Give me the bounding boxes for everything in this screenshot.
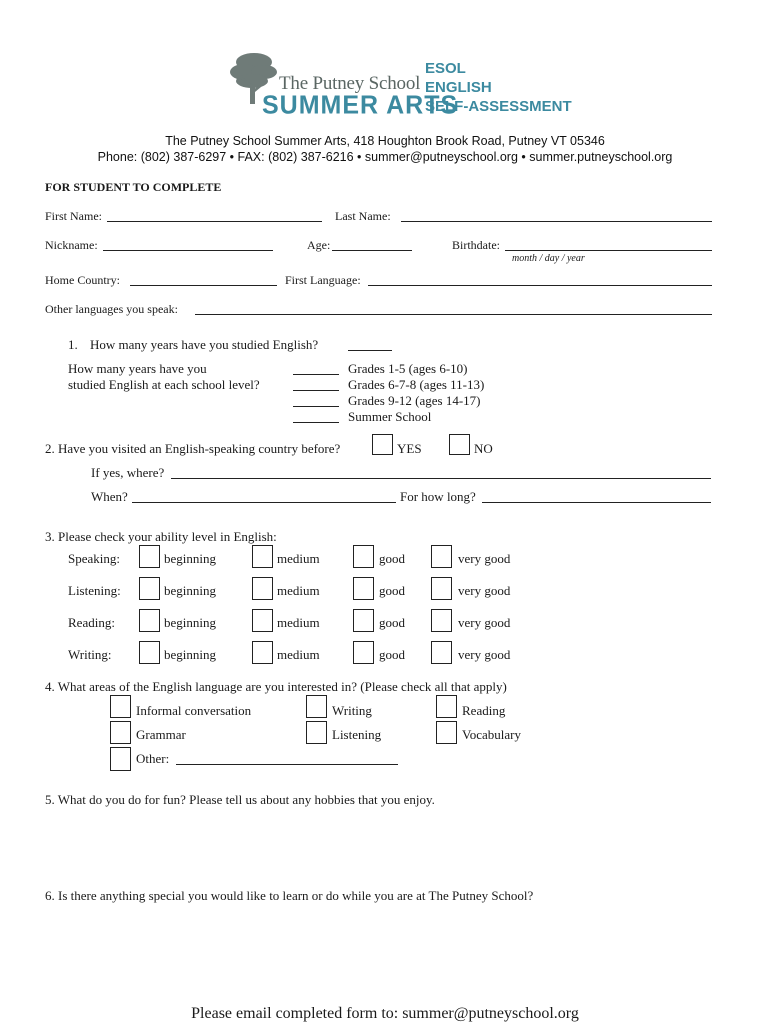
no-checkbox[interactable]: [449, 434, 470, 455]
birthdate-hint: month / day / year: [512, 253, 585, 264]
q1-level-field[interactable]: [293, 422, 339, 423]
other-languages-field[interactable]: [195, 314, 712, 315]
ability-checkbox[interactable]: [252, 641, 273, 664]
interest-checkbox[interactable]: [110, 721, 131, 744]
age-label: Age:: [307, 238, 331, 252]
interest-label: Reading: [462, 703, 506, 718]
interest-other-checkbox[interactable]: [110, 747, 131, 771]
ability-label: beginning: [164, 583, 216, 598]
ability-checkbox[interactable]: [139, 609, 160, 632]
ability-checkbox[interactable]: [353, 641, 374, 664]
home-country-label: Home Country:: [45, 273, 120, 287]
yes-label: YES: [397, 441, 422, 456]
q1-level-field[interactable]: [293, 390, 339, 391]
ability-label: very good: [458, 615, 511, 630]
school-name: The Putney School: [279, 73, 421, 94]
last-name-label: Last Name:: [335, 209, 391, 223]
skill-label: Reading:: [68, 615, 115, 630]
q2-question: 2. Have you visited an English-speaking country before?: [45, 441, 341, 456]
yes-checkbox[interactable]: [372, 434, 393, 455]
ability-label: medium: [277, 615, 320, 630]
when-label: When?: [91, 489, 128, 504]
interest-checkbox[interactable]: [436, 721, 457, 744]
q1-level-label: Grades 6-7-8 (ages 11-13): [348, 377, 485, 392]
ability-checkbox[interactable]: [353, 545, 374, 568]
section-title: FOR STUDENT TO COMPLETE: [45, 180, 222, 194]
q3-question: 3. Please check your ability level in English:: [45, 529, 277, 544]
ability-label: medium: [277, 583, 320, 598]
q1-level-field[interactable]: [293, 406, 339, 407]
nickname-field[interactable]: [103, 250, 273, 251]
q1-level-field[interactable]: [293, 374, 339, 375]
ability-checkbox[interactable]: [353, 577, 374, 600]
first-language-label: First Language:: [285, 273, 361, 287]
how-long-label: For how long?: [400, 489, 476, 504]
first-name-label: First Name:: [45, 209, 102, 223]
q5-answer-area[interactable]: [45, 812, 712, 882]
interest-label: Informal conversation: [136, 703, 252, 718]
program-name: SUMMER ARTS: [262, 90, 459, 120]
ability-label: beginning: [164, 615, 216, 630]
first-name-field[interactable]: [107, 221, 322, 222]
q5-question: 5. What do you do for fun? Please tell us about any hobbies that you enjoy.: [45, 792, 435, 807]
q1-sub-line-1: How many years have you: [68, 361, 207, 376]
when-field[interactable]: [132, 502, 396, 503]
age-field[interactable]: [332, 250, 412, 251]
badge-line-3: SELF-ASSESSMENT: [425, 98, 572, 115]
interest-label: Writing: [332, 703, 372, 718]
ability-checkbox[interactable]: [431, 545, 452, 568]
ability-label: very good: [458, 551, 511, 566]
q1-level-label: Grades 9-12 (ages 14-17): [348, 393, 481, 408]
interest-checkbox[interactable]: [306, 721, 327, 744]
home-country-field[interactable]: [130, 285, 277, 286]
q4-question: 4. What areas of the English language are you interested in? (Please check all that apply): [45, 679, 507, 694]
ability-label: very good: [458, 647, 511, 662]
footer-note: Please email completed form to: summer@putneyschool.org: [191, 1005, 579, 1022]
badge-line-2: ENGLISH: [425, 79, 492, 96]
interest-checkbox[interactable]: [110, 695, 131, 718]
nickname-label: Nickname:: [45, 238, 98, 252]
ability-checkbox[interactable]: [431, 577, 452, 600]
other-languages-label: Other languages you speak:: [45, 302, 178, 316]
interest-label: Vocabulary: [462, 727, 521, 742]
ability-checkbox[interactable]: [431, 641, 452, 664]
ability-checkbox[interactable]: [139, 545, 160, 568]
interest-other-field[interactable]: [176, 764, 398, 765]
ability-label: good: [379, 583, 405, 598]
badge-line-1: ESOL: [425, 60, 466, 77]
q1-number: 1.: [68, 337, 78, 352]
skill-label: Speaking:: [68, 551, 120, 566]
q1-level-label: Summer School: [348, 409, 432, 424]
q1-question: How many years have you studied English?: [90, 337, 319, 352]
ability-checkbox[interactable]: [139, 641, 160, 664]
interest-checkbox[interactable]: [306, 695, 327, 718]
address-line: The Putney School Summer Arts, 418 Houghton Brook Road, Putney VT 05346: [165, 134, 605, 148]
ability-label: beginning: [164, 647, 216, 662]
interest-label: Grammar: [136, 727, 186, 742]
q6-answer-area[interactable]: [45, 908, 712, 998]
ability-label: medium: [277, 551, 320, 566]
q1-years-field[interactable]: [348, 350, 392, 351]
last-name-field[interactable]: [401, 221, 712, 222]
how-long-field[interactable]: [482, 502, 711, 503]
ability-checkbox[interactable]: [252, 577, 273, 600]
ability-checkbox[interactable]: [252, 609, 273, 632]
interest-checkbox[interactable]: [436, 695, 457, 718]
birthdate-label: Birthdate:: [452, 238, 500, 252]
ability-label: good: [379, 551, 405, 566]
ability-label: very good: [458, 583, 511, 598]
birthdate-field[interactable]: [505, 250, 712, 251]
ability-label: good: [379, 615, 405, 630]
contact-line: Phone: (802) 387-6297 • FAX: (802) 387-6216 • summer@putneyschool.org • summer.putneyschool.org: [97, 150, 673, 164]
ability-checkbox[interactable]: [252, 545, 273, 568]
where-label: If yes, where?: [91, 465, 165, 480]
no-label: NO: [474, 441, 493, 456]
interest-other-label: Other:: [136, 751, 170, 766]
ability-label: beginning: [164, 551, 216, 566]
interest-label: Listening: [332, 727, 382, 742]
ability-checkbox[interactable]: [139, 577, 160, 600]
q1-sub-line-2: studied English at each school level?: [68, 377, 260, 392]
ability-checkbox[interactable]: [353, 609, 374, 632]
skill-label: Listening:: [68, 583, 121, 598]
ability-label: medium: [277, 647, 320, 662]
skill-label: Writing:: [68, 647, 112, 662]
ability-label: good: [379, 647, 405, 662]
where-field[interactable]: [171, 478, 711, 479]
ability-checkbox[interactable]: [431, 609, 452, 632]
q1-level-label: Grades 1-5 (ages 6-10): [348, 361, 468, 376]
first-language-field[interactable]: [368, 285, 712, 286]
q6-question: 6. Is there anything special you would like to learn or do while you are at The Putney School?: [45, 888, 534, 903]
